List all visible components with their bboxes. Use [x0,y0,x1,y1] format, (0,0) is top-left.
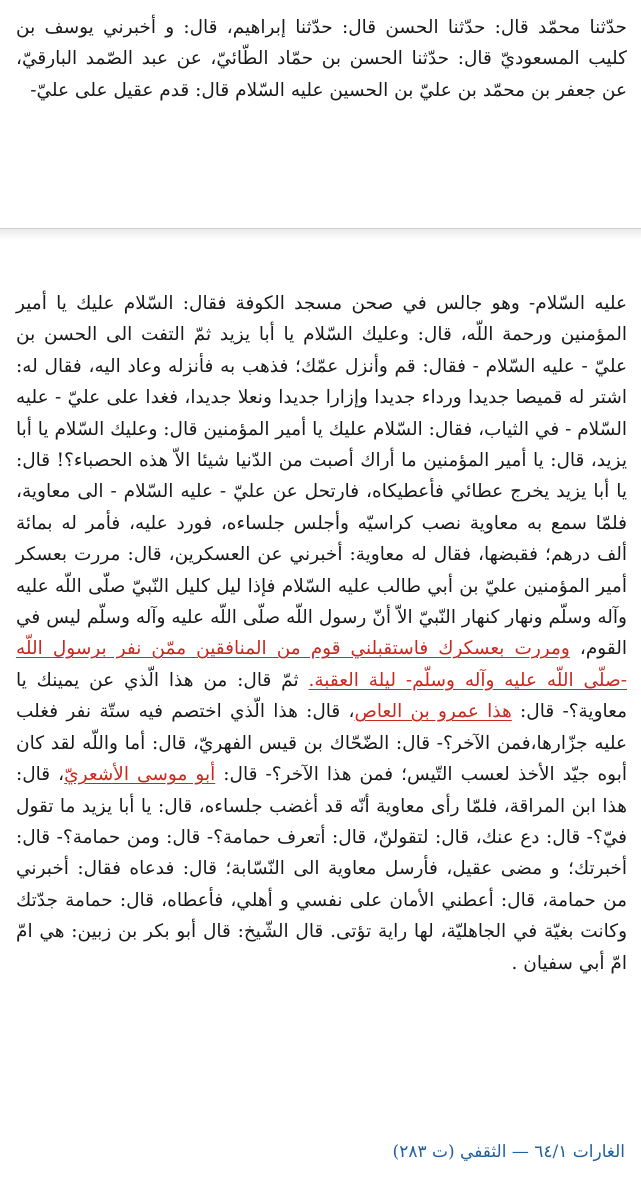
separator-line [0,228,641,229]
text-segment: ، قال: هذا ابن المراقة، فلمّا رأى معاوية أنّه قد أغضب جلساءه، قال: يا أبا يزيد ما تقول فيّ؟- قال: دع عنك، قال: لتقولنّ، قال: أتعرف حمامة؟- قال: ومن حمامة؟- قال: أخبرتك؛ و مضى عقيل، فأرسل معاوية الى النّسّابة؛ قال: فدعاه فقال: أخبرني من حمامة، قال: أعطني الأمان على نفسي و أهلي، فأعطاه، قال: حمامة جدّتك وكانت بغيّة في الجاهليّة، لها راية تؤتى. قال الشّيخ: قال أبو بكر بن زبين: هي امّ امّ أبي سفيان . [16,764,627,974]
source-citation: الغارات ٦٤/١ — الثقفي (ت ٢٨٣) [392,1142,625,1162]
top-paragraph: حدّثنا محمّد قال: حدّثنا الحسن قال: حدّثنا إبراهيم، قال: و أخبرني يوسف بن كليب المسعوديّ قال: حدّثنا الحسن بن حمّاد الطّائيّ، عن عبد الصّمد البارقيّ، عن جعفر بن محمّد بن عليّ بن الحسين عليه السّلام قال: قدم عقيل على عليّ- [16,17,627,101]
highlighted-name-amr: هذا عمرو بن العاص [354,701,512,723]
main-section [0,240,641,1200]
text-segment: عليه السّلام- وهو جالس في صحن مسجد الكوفة فقال: السّلام عليك يا أمير المؤمنين ورحمة اللّه، قال: وعليك السّلام يا أبا يزيد ثمّ التفت الى الحسن بن عليّ - عليه السّلام - فقال: قم وأنزل عمّك؛ فذهب به فأنزله وعاد اليه، فقال له: اشتر له قميصا جديدا ورداء جديدا وإزارا جديدا ونعلا جديدا، فغدا على عليّ - عليه السّلام - في الثياب، فقال: السّلام عليك يا أمير المؤمنين قال: وعليك السّلام يا أبا يزيد، قال: يا أمير المؤمنين ما أراك أصبت من الدّنيا شيئا الاّ هذه الحصباء؟! قال: يا أبا يزيد يخرج عطائي فأعطيكاه، فارتحل عن عليّ - عليه السّلام - الى معاوية، فلمّا سمع به معاوية نصب كراسيّه وأجلس جلساءه، فورد عليه، فأمر له بمائة ألف درهم؛ فقبضها، فقال له معاوية: أخبرني عن العسكرين، قال: مررت بعسكر أمير المؤمنين عليّ بن أبي طالب عليه السّلام فإذا ليل كليل النّبيّ صلّى اللّه عليه وآله وسلّم ونهار كنهار النّبيّ الاّ أنّ رسول اللّه صلّى اللّه عليه وآله وسلّم ليس في القوم، [16,293,627,660]
highlighted-name-abu-musa: أبو موسى الأشعريّ [64,764,216,786]
text-segment: ثمّ قال: من هذا الّذي عن يمينك يا معاوية؟- قال: [16,669,627,723]
highlighted-phrase-aqaba: ومررت بعسكرك فاستقبلني قوم من المنافقين ممّن نفر برسول اللّه -صلّى اللّه عليه وآله وسلّم- ليلة العقبة. [16,638,627,691]
top-section [0,0,641,228]
main-paragraph [0,288,641,979]
text-segment: ، قال: هذا الّذي اختصم فيه ستّة نفر فغلب عليه جزّارها،فمن الآخر؟- قال: الضّحّاك بن قيس الفهريّ، قال: أما واللّه لقد كان أبوه جيّد الأخذ لعسب التّيس؛ فمن هذا الآخر؟- قال: [16,701,627,786]
page-separator [0,228,641,240]
